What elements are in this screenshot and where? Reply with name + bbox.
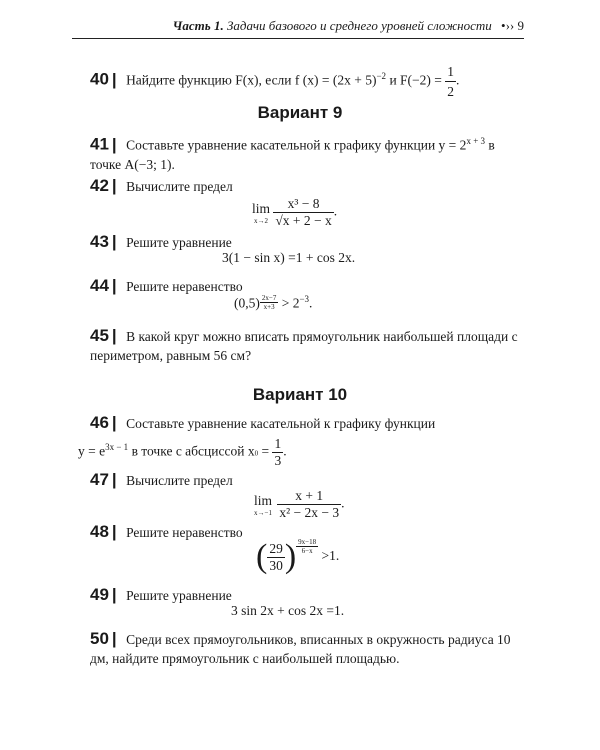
problem-44: 44 | Решите неравенство: [90, 276, 243, 295]
rhs-exponent: −3: [299, 294, 310, 304]
problem-40: 40 | Найдите функцию F(x), если f $(x) = (2x + 5)^{-2}$ и F(−2) = $\frac{1}{2}$ .: [90, 64, 460, 99]
lim-sub: x→2: [254, 216, 268, 225]
problem-text: Составьте уравнение касательной к графику функции y = 2: [126, 137, 467, 153]
problem-number: 47: [90, 470, 109, 489]
rhs: >1.: [318, 548, 340, 564]
punct: .: [456, 72, 460, 88]
fraction: [272, 436, 283, 469]
exponent-fraction: [260, 294, 278, 311]
subscript: 0: [254, 449, 259, 458]
formula-48: ( $\frac{29}{30}$ ) $\frac{9x-18}{6-x}$ >1.: [256, 538, 340, 575]
denominator: 3: [274, 453, 282, 468]
punct: .: [341, 495, 345, 511]
problem-text: Решите уравнение: [126, 588, 232, 603]
numerator: 1: [274, 436, 282, 451]
problem-text: Вычислите предел: [126, 473, 233, 488]
text: в точке с абсциссой x: [128, 443, 255, 459]
problem-text: Решите неравенство: [126, 279, 243, 294]
exp-denominator: x+3: [263, 303, 275, 311]
formula-44: [234, 294, 312, 312]
problem-text: В какой круг можно вписать прямоугольник наибольшей площади с периметром, равным 56 см?: [90, 329, 518, 363]
fraction: [277, 488, 341, 521]
problem-text: Вычислите предел: [126, 179, 233, 194]
base: (0,5): [234, 295, 260, 311]
formula-47: [252, 488, 344, 521]
punct: .: [309, 295, 313, 311]
exponent-fraction: [296, 538, 318, 555]
problem-text: Найдите функцию F(x), если f (x) = (2x + 5): [126, 72, 377, 88]
problem-text-rest: в точке A(−3; 1).: [90, 137, 495, 172]
lim: lim: [253, 492, 272, 508]
exponent: 3x − 1: [105, 442, 129, 453]
fraction: [267, 541, 285, 574]
text: y = e: [78, 443, 106, 459]
punct: .: [283, 443, 287, 459]
problem-number: 48: [90, 522, 109, 541]
problem-41: 41 | Составьте уравнение касательной к графику функции $y = 2^{x + 3}$ в точке A(−3; 1).: [90, 134, 495, 172]
problem-43: 43 | Решите уравнение: [90, 232, 232, 251]
numerator: x + 1: [277, 488, 341, 505]
formula-46: [78, 436, 287, 469]
page-marker: •›› 9: [501, 18, 524, 33]
problem-number: 43: [90, 232, 109, 251]
problem-45: 45 | В какой круг можно вписать прямоугольник наибольшей площади с периметром, равным 56 см?: [90, 326, 518, 363]
denominator: x² − 2x − 3: [279, 505, 340, 520]
lim: lim: [252, 200, 271, 216]
limit: [252, 201, 270, 225]
problem-number: 45: [90, 326, 109, 345]
denominator: 2: [447, 84, 455, 99]
problem-text: Среди всех прямоугольников, вписанных в окружность радиуса 10 дм, найдите прямоугольник с наибольшей площадью.: [90, 632, 511, 666]
problem-number: 42: [90, 176, 109, 195]
problem-text: Составьте уравнение касательной к графику функции: [126, 416, 436, 431]
exp-numerator: 2x−7: [261, 294, 277, 302]
problem-number: 41: [90, 134, 109, 154]
numerator: 29: [269, 540, 283, 556]
header-title: Задачи базового и среднего уровней сложности: [226, 18, 492, 33]
denominator: √x + 2 − x: [275, 213, 332, 228]
problem-text-mid: и F(−2) =: [386, 72, 442, 88]
problem-47: 47 | Вычислите предел: [90, 470, 233, 489]
exponent: x + 3: [466, 136, 486, 146]
formula-49: 3 sin 2x + cos 2x =1.: [231, 603, 345, 618]
numerator: 1: [445, 62, 456, 82]
formula-42: [252, 196, 337, 229]
fraction: [445, 62, 456, 101]
exp-denominator: 6−x: [301, 547, 313, 555]
lim-sub: x→−1: [254, 508, 272, 517]
fraction: [273, 196, 333, 229]
problem-text: Решите уравнение: [126, 235, 232, 250]
section-title-variant-9: Вариант 9: [257, 103, 343, 122]
problem-42: 42 | Вычислите предел: [90, 176, 233, 195]
problem-number: 50: [90, 629, 109, 648]
eq: =: [258, 443, 270, 459]
problem-number: 40: [90, 69, 109, 89]
problem-number: 46: [90, 413, 109, 432]
denominator: 30: [269, 557, 283, 573]
problem-48: 48 | Решите неравенство: [90, 522, 243, 541]
problem-46: 46 | Составьте уравнение касательной к графику функции: [90, 413, 436, 432]
problem-50: 50 | Среди всех прямоугольников, вписанных в окружность радиуса 10 дм, найдите прямоугольник с наибольшей площадью.: [90, 629, 511, 666]
header-part: Часть 1.: [172, 18, 224, 33]
problem-number: 49: [90, 585, 109, 604]
rhs: > 2: [278, 295, 300, 311]
formula-43: 3(1 − sin x) =1 + cos 2x.: [222, 250, 356, 265]
exponent: −2: [376, 71, 387, 82]
problem-49: 49 | Решите уравнение: [90, 585, 232, 604]
running-header: [72, 18, 524, 39]
problem-number: 44: [90, 276, 109, 295]
numerator: x³ − 8: [273, 196, 333, 213]
punct: .: [333, 203, 338, 219]
limit: [252, 493, 274, 517]
exp-numerator: 9x−18: [298, 538, 317, 546]
section-title-variant-10: Вариант 10: [252, 385, 348, 404]
problem-text: Решите неравенство: [126, 525, 243, 540]
